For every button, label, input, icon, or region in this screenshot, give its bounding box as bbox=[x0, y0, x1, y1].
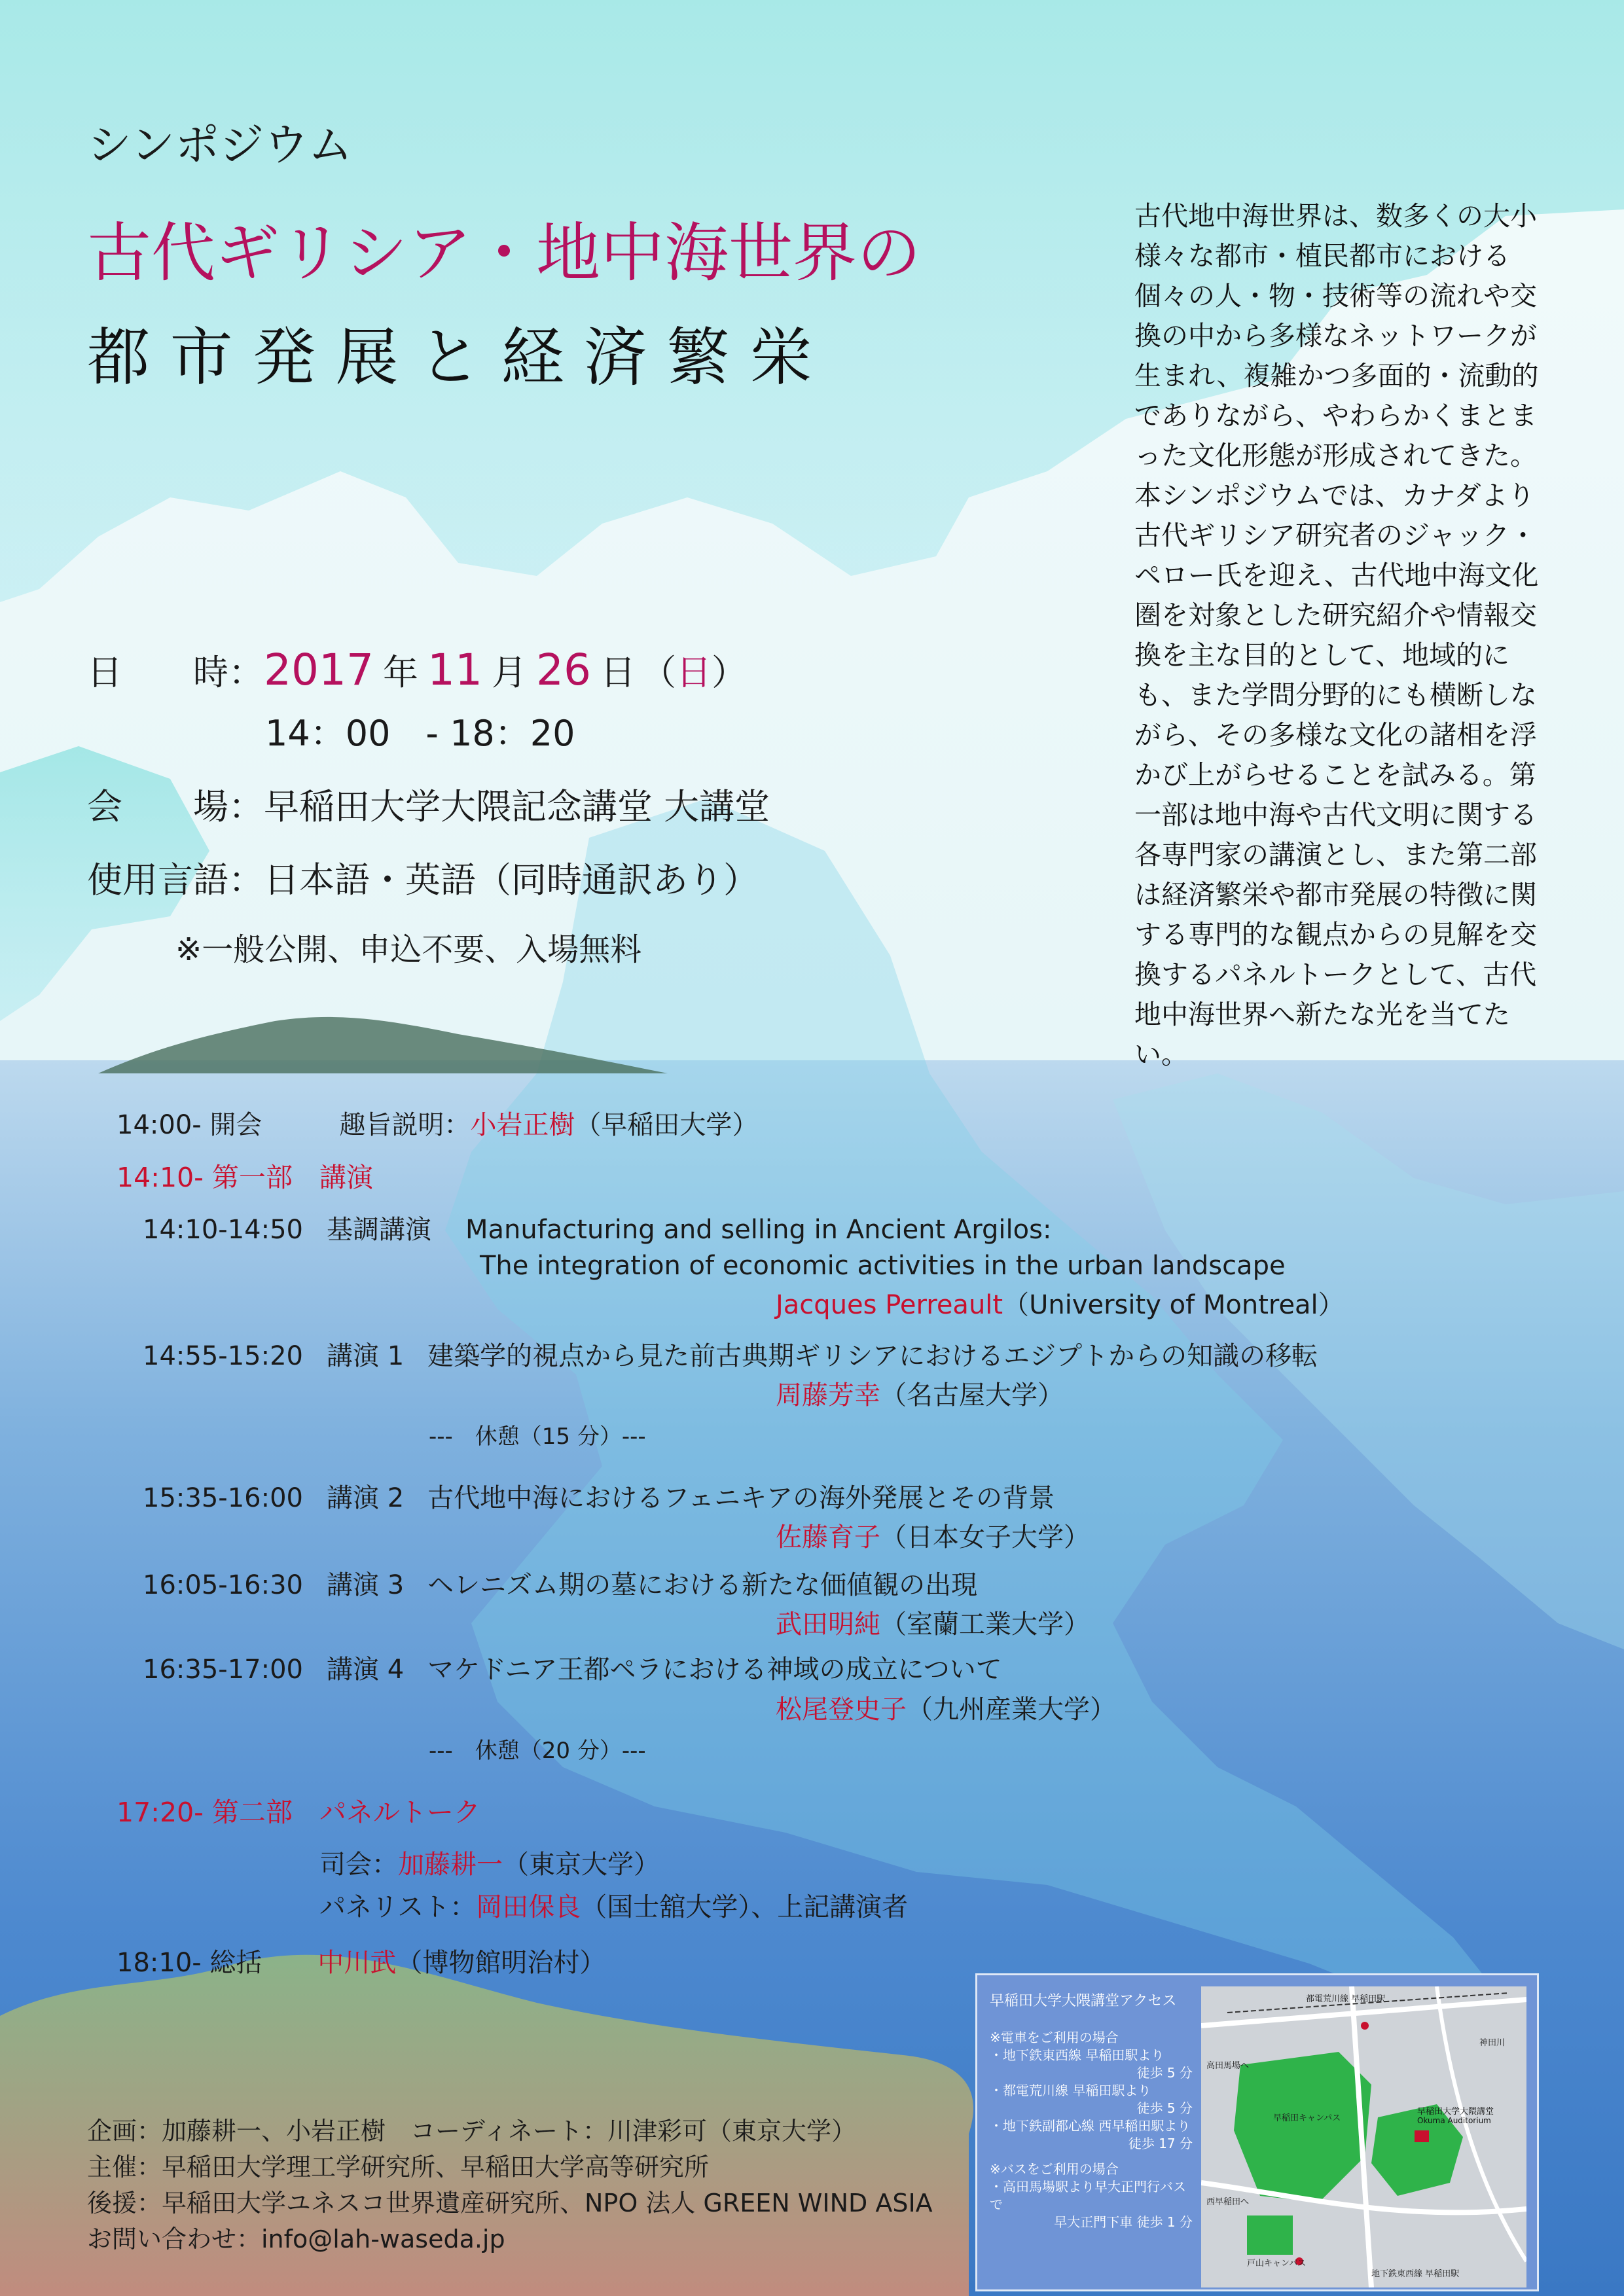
moderator-affil: （東京大学） bbox=[503, 1850, 660, 1880]
panelist-name: 岡田保良 bbox=[476, 1892, 581, 1922]
map-label-station: 都電荒川線 早稲田駅 bbox=[1306, 1994, 1386, 2004]
opening-row bbox=[117, 1109, 758, 1141]
footer-host: 主催：早稲田大学理工学研究所、早稲田大学高等研究所 bbox=[87, 2153, 710, 2181]
talk4-affil: （室蘭工業大学） bbox=[880, 1609, 1090, 1640]
panelist-row bbox=[319, 1892, 908, 1923]
date-label: 日 時： bbox=[87, 652, 264, 693]
date-day: 26 bbox=[535, 645, 591, 695]
weekday-close: ） bbox=[711, 652, 747, 693]
toyama-campus bbox=[1247, 2215, 1293, 2255]
description-paragraph-2: 本シンポジウムでは、カナダより古代ギリシア研究者のジャック・ペロー氏を迎え、古代地中海文化圏を対象とした研究紹介や情報交換を主な目的として、地域的にも、また学問分野的にも横断しながら、その多様な文化の諸相を浮かび上がらせることを試みる。第一部は地中海や古代文明に関する各専門家の講演とし、また第二部は経済繁栄や都市発展の特徴に関する専門的な観点からの見解を交換するパネルトークとして、古代地中海世界へ新たな光を当てたい。 bbox=[1134, 480, 1539, 1070]
language-value: 日本語・英語（同時通訳あり） bbox=[264, 859, 759, 901]
title-line-1: 古代ギリシア・地中海世界の bbox=[87, 216, 922, 291]
bus-1: ・高田馬場駅より早大正門行バスで bbox=[990, 2179, 1186, 2212]
map-label-nishiwaseda: 西早稲田へ bbox=[1206, 2197, 1250, 2207]
talk1-time: 14:10-14:50 bbox=[143, 1215, 303, 1245]
talk4-speaker-row bbox=[776, 1609, 1090, 1640]
map-label-auditorium: 早稲田大学大隈講堂 bbox=[1417, 2107, 1494, 2117]
map-label-river: 神田川 bbox=[1479, 2038, 1506, 2048]
talk2-affil: （名古屋大学） bbox=[880, 1380, 1064, 1410]
break-1: --- 休憩（15 分）--- bbox=[429, 1424, 646, 1450]
talk1-row bbox=[143, 1214, 1051, 1246]
bus-heading: ※バスをご利用の場合 bbox=[990, 2161, 1119, 2177]
closing-affil: （博物館明治村） bbox=[396, 1948, 606, 1978]
talk3-row bbox=[143, 1482, 1055, 1514]
break-2: --- 休憩（20 分）--- bbox=[429, 1738, 646, 1764]
moderator-name: 加藤耕一 bbox=[398, 1850, 503, 1880]
map-label-tozai: 地下鉄東西線 早稲田駅 bbox=[1371, 2269, 1460, 2279]
talk3-affil: （日本女子大学） bbox=[880, 1522, 1090, 1552]
panelist-label: パネリスト： bbox=[319, 1892, 477, 1922]
bus-1-walk: 早大正門下車 徒歩 1 分 bbox=[1054, 2214, 1193, 2230]
opening-role: 趣旨説明： bbox=[339, 1110, 471, 1140]
description bbox=[1134, 196, 1540, 1075]
moderator-label: 司会： bbox=[319, 1850, 398, 1880]
closing-time: 18:10- 総括 bbox=[117, 1948, 262, 1978]
title-line-2: 都 市 発 展 と 経 済 繁 栄 bbox=[87, 321, 813, 394]
train-3-walk: 徒歩 17 分 bbox=[1128, 2136, 1193, 2151]
opening-time: 14:00- 開会 bbox=[117, 1110, 262, 1140]
access-directions bbox=[990, 2029, 1193, 2231]
kicker: シンポジウム bbox=[87, 120, 353, 171]
footer-contact: お問い合わせ：info@lah-waseda.jp bbox=[87, 2225, 505, 2253]
map-label-toyama: 戸山キャンパス bbox=[1247, 2259, 1307, 2269]
talk4-row bbox=[143, 1570, 977, 1601]
language-label: 使用言語： bbox=[87, 859, 264, 901]
train-3: ・地下鉄副都心線 西早稲田駅より bbox=[990, 2118, 1191, 2134]
talk2-speaker-row bbox=[776, 1380, 1064, 1411]
venue-name: 早稲田大学大隈記念講堂 大講堂 bbox=[264, 786, 770, 827]
talk1-title-1: Manufacturing and selling in Ancient Argilos: bbox=[465, 1215, 1052, 1245]
talk3-kind: 講演 2 bbox=[326, 1483, 405, 1513]
description-paragraph-1: 古代地中海世界は、数多くの大小様々な都市・植民都市における個々の人・物・技術等の流れや交換の中から多様なネットワークが生まれ、複雑かつ多面的・流動的でありながら、やわらかくまとまった文化形態が形成されてきた。 bbox=[1134, 200, 1539, 471]
date-weekday: 日 bbox=[676, 652, 712, 693]
map-label-campus: 早稲田キャンパス bbox=[1273, 2113, 1341, 2123]
talk1-title-2: The integration of economic activities in the urban landscape bbox=[480, 1251, 1286, 1281]
venue-row bbox=[87, 779, 770, 829]
train-2-walk: 徒歩 5 分 bbox=[1136, 2100, 1193, 2116]
train-2: ・都電荒川線 早稲田駅より bbox=[990, 2083, 1151, 2098]
auditorium-marker bbox=[1415, 2130, 1429, 2142]
talk5-affil: （九州産業大学） bbox=[907, 1695, 1116, 1725]
talk5-kind: 講演 4 bbox=[326, 1655, 405, 1685]
date-year: 2017 bbox=[264, 645, 374, 695]
venue-label: 会 場： bbox=[87, 786, 264, 827]
footer-planning: 企画：加藤耕一、小岩正樹 コーディネート：川津彩可（東京大学） bbox=[87, 2117, 856, 2145]
talk2-title: 建築学的視点から見た前古典期ギリシアにおけるエジプトからの知識の移転 bbox=[427, 1341, 1318, 1371]
footer-support: 後援：早稲田大学ユネスコ世界遺産研究所、NPO 法人 GREEN WIND ASIA bbox=[87, 2189, 933, 2217]
moderator-row bbox=[319, 1849, 660, 1880]
talk4-time: 16:05-16:30 bbox=[143, 1570, 303, 1600]
talk1-speaker: Jacques Perreault bbox=[776, 1290, 1003, 1320]
closing-speaker: 中川武 bbox=[317, 1948, 397, 1978]
talk4-title: ヘレニズム期の墓における新たな価値観の出現 bbox=[427, 1570, 978, 1600]
part2-heading: 17:20- 第二部 パネルトーク bbox=[117, 1797, 480, 1828]
map-label-takadanobaba: 高田馬場へ bbox=[1206, 2061, 1250, 2071]
train-heading: ※電車をご利用の場合 bbox=[990, 2030, 1119, 2045]
talk5-speaker: 松尾登史子 bbox=[776, 1695, 907, 1725]
talk4-speaker: 武田明純 bbox=[776, 1609, 880, 1640]
opening-speaker: 小岩正樹 bbox=[470, 1110, 575, 1140]
train-1-walk: 徒歩 5 分 bbox=[1136, 2065, 1193, 2081]
talk3-speaker: 佐藤育子 bbox=[776, 1522, 880, 1552]
train-1: ・地下鉄東西線 早稲田駅より bbox=[990, 2047, 1164, 2063]
access-map-title: 早稲田大学大隈講堂アクセス bbox=[990, 1993, 1177, 2009]
date-day-unit: 日 bbox=[600, 652, 636, 693]
date-row bbox=[87, 645, 747, 695]
talk4-kind: 講演 3 bbox=[326, 1570, 405, 1600]
language-row bbox=[87, 852, 759, 903]
talk5-row bbox=[143, 1654, 1002, 1685]
talk1-speaker-row bbox=[776, 1289, 1344, 1321]
talk2-row bbox=[143, 1340, 1318, 1372]
talk3-time: 15:35-16:00 bbox=[143, 1483, 303, 1513]
date-year-unit: 年 bbox=[382, 652, 418, 693]
date-month: 11 bbox=[427, 645, 482, 695]
weekday-open: （ bbox=[640, 652, 676, 693]
admission-note: ※一般公開、申込不要、入場無料 bbox=[175, 931, 642, 968]
map-label-auditorium-en: Okuma Auditorium bbox=[1417, 2116, 1491, 2125]
closing-row bbox=[117, 1947, 605, 1979]
panelist-affil: （国士舘大学）、上記講演者 bbox=[581, 1892, 909, 1922]
talk2-kind: 講演 1 bbox=[326, 1341, 405, 1371]
talk5-title: マケドニア王都ペラにおける神域の成立について bbox=[427, 1655, 1002, 1685]
talk2-time: 14:55-15:20 bbox=[143, 1341, 303, 1371]
date-month-unit: 月 bbox=[491, 652, 527, 693]
talk1-kind: 基調講演 bbox=[326, 1215, 431, 1245]
map-graphic bbox=[1201, 1986, 1526, 2287]
access-map bbox=[1201, 1986, 1526, 2287]
talk5-speaker-row bbox=[776, 1694, 1116, 1725]
station-marker-1 bbox=[1361, 2022, 1369, 2030]
opening-affil: （早稲田大学） bbox=[575, 1110, 759, 1140]
talk3-title: 古代地中海におけるフェニキアの海外発展とその背景 bbox=[427, 1483, 1055, 1513]
talk5-time: 16:35-17:00 bbox=[143, 1655, 303, 1685]
talk1-affil: （University of Montreal） bbox=[1003, 1290, 1344, 1320]
talk2-speaker: 周藤芳幸 bbox=[776, 1380, 880, 1410]
part1-heading: 14:10- 第一部 講演 bbox=[117, 1162, 373, 1193]
talk3-speaker-row bbox=[776, 1522, 1090, 1553]
event-time: 14：00 - 18：20 bbox=[265, 713, 575, 754]
